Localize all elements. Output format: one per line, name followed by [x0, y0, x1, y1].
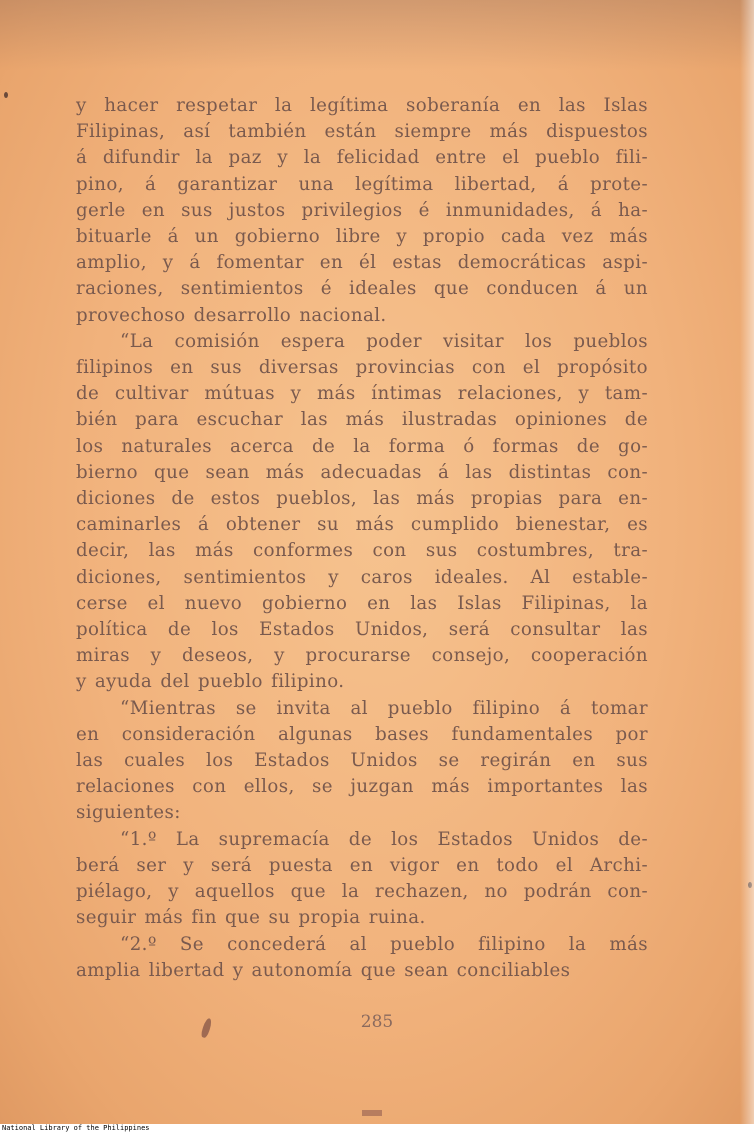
text-line: relaciones con ellos, se juzgan más importantes las — [76, 776, 648, 798]
text-line: “Mientras se invita al pueblo filipino á tomar — [120, 697, 648, 719]
text-line: “1.º La supremacía de los Estados Unidos de- — [120, 828, 648, 850]
body-text — [76, 93, 648, 984]
text-line: caminarles á obtener su más cumplido bienestar, es — [76, 514, 648, 536]
text-line: berá ser y será puesta en vigor en todo el Archi- — [76, 854, 648, 876]
page-number: 285 — [360, 1012, 394, 1032]
text-line: diciones, sentimientos y caros ideales. Al estable- — [76, 566, 648, 588]
text-line: gerle en sus justos privilegios é inmunidades, á ha- — [76, 199, 648, 221]
text-line: diciones de estos pueblos, las más propias para en- — [76, 488, 648, 510]
text-line: raciones, sentimientos é ideales que conducen á un — [76, 278, 648, 300]
text-line: amplio, y á fomentar en él estas democráticas aspi- — [76, 252, 648, 274]
text-line: provechoso desarrollo nacional. — [76, 304, 387, 326]
text-line: seguir más fin que su propia ruina. — [76, 907, 426, 929]
text-line: Filipinas, así también están siempre más dispuestos — [76, 121, 648, 143]
text-line: miras y deseos, y procurarse consejo, cooperación — [76, 645, 648, 667]
text-line: política de los Estados Unidos, será consultar las — [76, 619, 648, 641]
text-line: bién para escuchar las más ilustradas opiniones de — [76, 409, 648, 431]
text-line: y hacer respetar la legítima soberanía en las Islas — [76, 95, 648, 116]
text-line: de cultivar mútuas y más íntimas relaciones, y tam- — [76, 383, 648, 405]
speck-mark — [4, 92, 8, 98]
text-line: los naturales acerca de la forma ó formas de go- — [76, 435, 648, 457]
ink-smudge — [362, 1110, 382, 1116]
text-line: á difundir la paz y la felicidad entre el pueblo fili- — [76, 147, 648, 169]
text-line: en consideración algunas bases fundamentales por — [76, 723, 648, 745]
text-line: pino, á garantizar una legítima libertad, á prote- — [76, 173, 648, 195]
library-credit: National Library of the Philippines — [2, 1124, 150, 1132]
text-line: decir, las más conformes con sus costumbres, tra- — [76, 540, 648, 562]
text-line: bierno que sean más adecuadas á las distintas con- — [76, 461, 648, 483]
text-line: bituarle á un gobierno libre y propio cada vez más — [76, 226, 648, 248]
text-line: cerse el nuevo gobierno en las Islas Filipinas, la — [76, 592, 648, 614]
text-line: piélago, y aquellos que la rechazen, no podrán con- — [76, 881, 648, 903]
text-line: amplia libertad y autonomía que sean conciliables — [76, 959, 571, 981]
text-line: siguientes: — [76, 802, 181, 824]
text-line: “La comisión espera poder visitar los pueblos — [120, 330, 648, 352]
text-line: las cuales los Estados Unidos se regirán en sus — [76, 750, 648, 772]
text-line: “2.º Se concederá al pueblo filipino la más — [120, 933, 648, 955]
speck-mark — [748, 882, 752, 888]
text-line: y ayuda del pueblo filipino. — [76, 671, 345, 693]
text-line: filipinos en sus diversas provincias con el propósito — [76, 357, 648, 379]
